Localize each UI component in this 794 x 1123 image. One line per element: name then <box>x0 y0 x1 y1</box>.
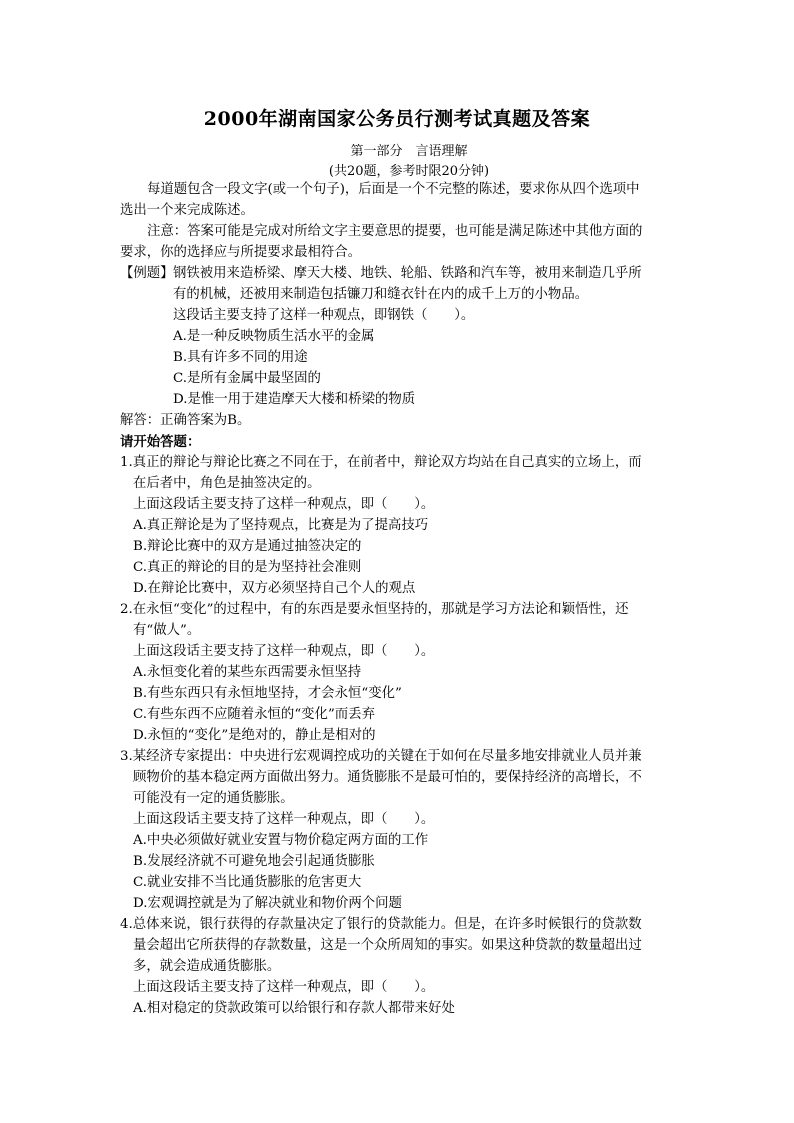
example-label: 【例题】 <box>120 266 174 281</box>
section-note: (共20题，参考时限20分钟) <box>328 164 490 179</box>
q3-option-c: C.就业安排不当比通货膨胀的危害更大 <box>133 875 362 890</box>
example-line-2: 有的机械，还被用来制造包括镰刀和缝衣针在内的成千上万的小物品。 <box>173 287 589 302</box>
intro-line-1: 每道题包含一段文字(或一个句子)，后面是一个不完整的陈述，要求你从四个选项中 <box>147 182 640 197</box>
example-answer: 解答：正确答案为B。 <box>120 413 251 428</box>
q4-option-a: A.相对稳定的贷款政策可以给银行和存款人都带来好处 <box>133 1001 455 1016</box>
example-line-1: 钢铁被用来造桥梁、摩天大楼、地铁、轮船、铁路和汽车等，被用来制造几乎所 <box>173 266 642 281</box>
q1-option-b: B.辩论比赛中的双方是通过抽签决定的 <box>133 539 362 554</box>
intro-line-2: 选出一个来完成陈述。 <box>120 203 254 218</box>
example-option-b: B.具有许多不同的用途 <box>173 350 308 365</box>
q3-stem: 上面这段话主要支持了这样一种观点，即（ ）。 <box>133 812 435 827</box>
q3-option-b: B.发展经济就不可避免地会引起通货膨胀 <box>133 854 375 869</box>
q1-option-a: A.真正辩论是为了坚持观点，比赛是为了提高技巧 <box>133 518 429 533</box>
q2-option-a: A.永恒变化着的某些东西需要永恒坚持 <box>133 665 362 680</box>
note-line-2: 要求，你的选择应与所提要求最相符合。 <box>120 245 362 260</box>
start-heading: 请开始答题： <box>120 434 201 450</box>
document-title: 2000年湖南国家公务员行测考试真题及答案 <box>203 108 591 130</box>
q2-option-d: D.永恒的“变化”是绝对的，静止是相对的 <box>133 728 376 743</box>
q1-line-2: 在后者中，角色是抽签决定的。 <box>133 476 321 491</box>
example-stem: 这段话主要支持了这样一种观点，即钢铁（ ）。 <box>173 308 475 323</box>
q3-line-2: 顾物价的基本稳定两方面做出努力。通货膨胀不是最可怕的，要保持经济的高增长，不 <box>133 770 642 785</box>
q4-line-2: 量会超出它所获得的存款数量，这是一个众所周知的事实。如果这种贷款的数量超出过 <box>133 938 642 953</box>
q2-line-1: 2.在永恒“变化”的过程中，有的东西是要永恒坚持的，那就是学习方法论和颖悟性，还 <box>120 602 629 617</box>
q3-line-3: 可能没有一定的通货膨胀。 <box>133 791 294 806</box>
q4-line-3: 多，就会造成通货膨胀。 <box>133 959 281 974</box>
q4-line-1: 4.总体来说，银行获得的存款量决定了银行的贷款能力。但是，在许多时候银行的贷款数 <box>120 917 642 932</box>
note-line-1: 注意：答案可能是完成对所给文字主要意思的提要，也可能是满足陈述中其他方面的 <box>147 224 643 239</box>
example-option-d: D.是惟一用于建造摩天大楼和桥梁的物质 <box>173 392 416 407</box>
q1-line-1: 1.真正的辩论与辩论比赛之不同在于，在前者中，辩论双方均站在自己真实的立场上，而 <box>120 455 642 470</box>
section-heading: 第一部分 言语理解 <box>350 144 468 159</box>
q3-option-d: D.宏观调控就是为了解决就业和物价两个问题 <box>133 896 402 911</box>
q1-option-c: C.真正的辩论的目的是为坚持社会准则 <box>133 560 362 575</box>
q4-stem: 上面这段话主要支持了这样一种观点，即（ ）。 <box>133 980 435 995</box>
example-option-a: A.是一种反映物质生活水平的金属 <box>173 329 375 344</box>
q1-option-d: D.在辩论比赛中，双方必须坚持自己个人的观点 <box>133 581 416 596</box>
q2-stem: 上面这段话主要支持了这样一种观点，即（ ）。 <box>133 644 435 659</box>
q2-option-c: C.有些东西不应随着永恒的“变化”而丢弃 <box>133 707 375 722</box>
q3-line-1: 3.某经济专家提出：中央进行宏观调控成功的关键在于如何在尽量多地安排就业人员并兼 <box>120 749 642 764</box>
example-option-c: C.是所有金属中最坚固的 <box>173 371 321 386</box>
q2-line-2: 有“做人”。 <box>133 623 201 638</box>
q3-option-a: A.中央必须做好就业安置与物价稳定两方面的工作 <box>133 833 429 848</box>
q1-stem: 上面这段话主要支持了这样一种观点，即（ ）。 <box>133 497 435 512</box>
q2-option-b: B.有些东西只有永恒地坚持，才会永恒“变化” <box>133 686 402 701</box>
